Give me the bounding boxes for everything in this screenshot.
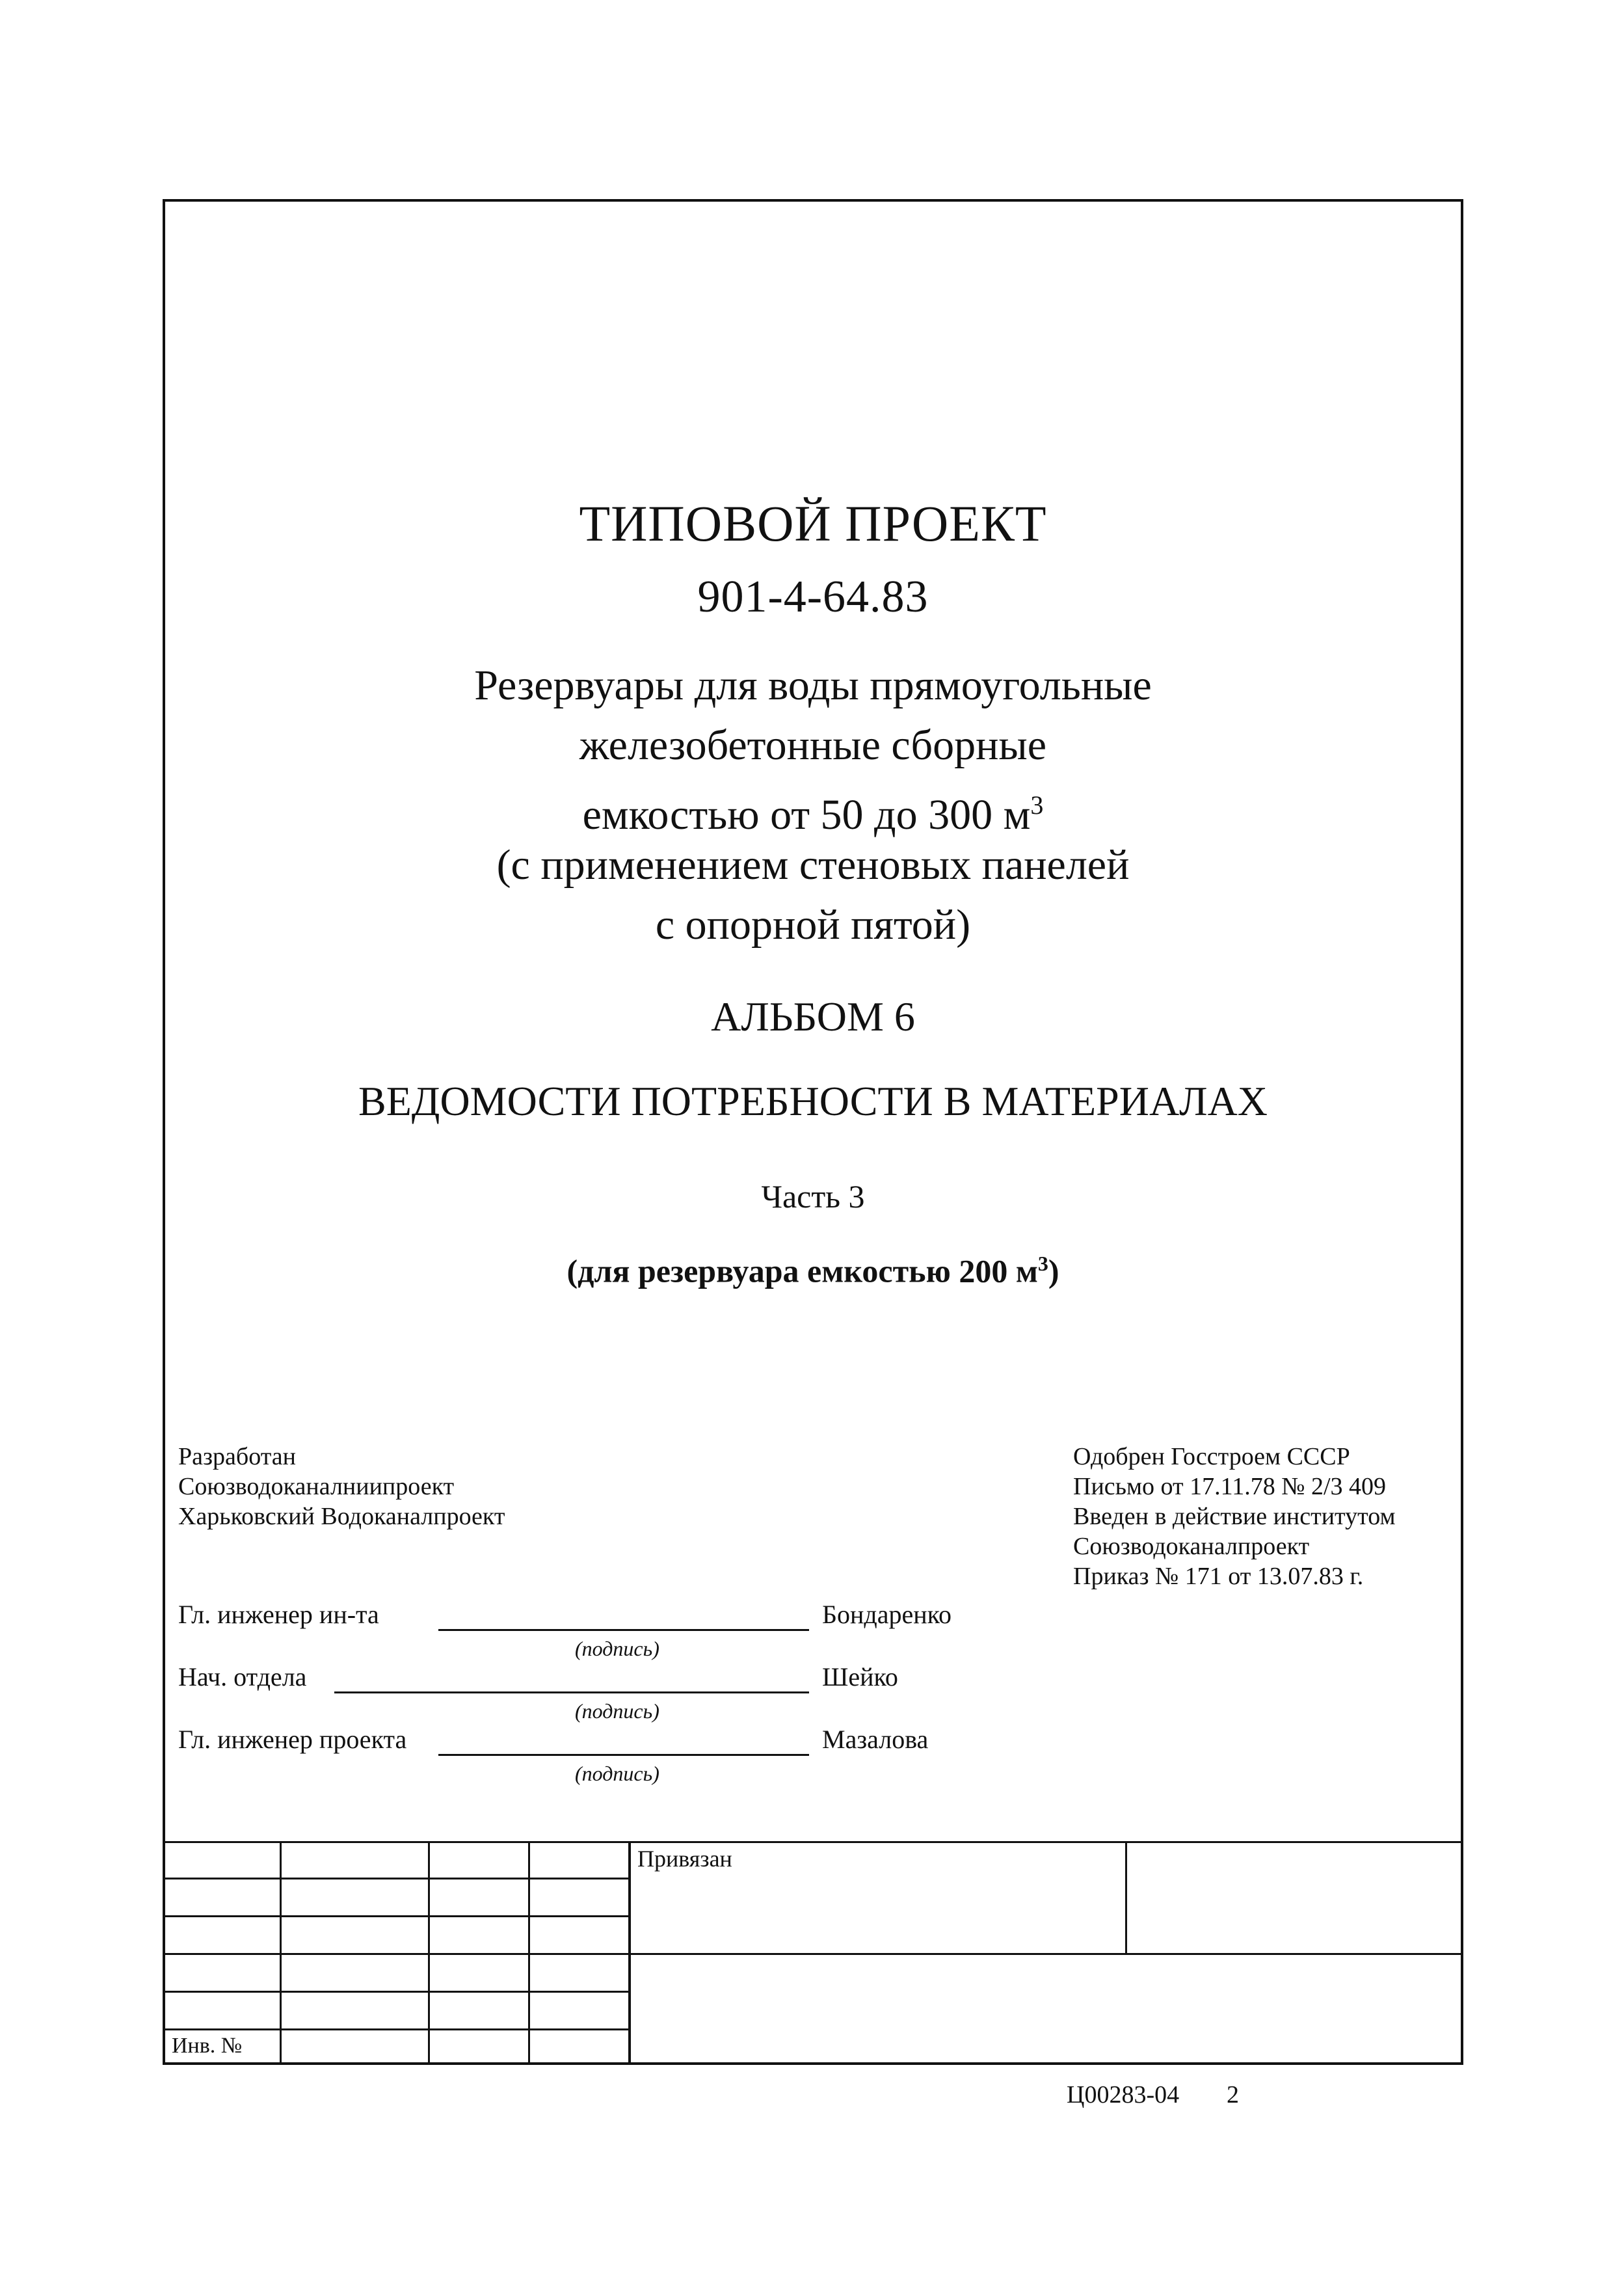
project-code: 901-4-64.83	[697, 572, 929, 622]
signature-role-1: Гл. инженер ин-та	[178, 1600, 379, 1629]
title-sheet-frame	[163, 199, 1463, 2065]
page-number: 2	[1227, 2081, 1239, 2108]
approval-block	[1073, 1442, 1396, 1591]
stamp-top-border	[165, 1841, 1463, 1843]
signature-role-2: Нач. отдела	[178, 1662, 307, 1691]
project-type-title: ТИПОВОЙ ПРОЕКТ	[579, 495, 1047, 552]
approval-line-3: Введен в действие институтом	[1073, 1503, 1396, 1530]
capacity-superscript: 3	[1030, 790, 1044, 820]
stamp-hline-2	[165, 1915, 628, 1917]
part-note	[165, 1252, 1461, 1290]
signature-name-2: Шейко	[822, 1662, 898, 1691]
part-note-superscript: 3	[1037, 1252, 1048, 1275]
stamp-hline-1	[165, 1878, 628, 1879]
project-description-line-2: железобетонные сборные	[579, 721, 1047, 769]
stamp-attached-label: Привязан	[637, 1846, 732, 1872]
signature-name-1: Бондаренко	[822, 1600, 952, 1629]
capacity-text: емкостью от 50 до 300 м	[582, 791, 1031, 839]
stamp-hline-3	[165, 1953, 1463, 1955]
part-note-end: )	[1048, 1252, 1059, 1289]
developer-org-1: Союзводоканалниипроект	[178, 1473, 455, 1500]
stamp-inventory-label: Инв. №	[172, 2034, 243, 2058]
approval-line-2: Письмо от 17.11.78 № 2/3 409	[1073, 1473, 1387, 1500]
developer-org-2: Харьковский Водоканалпроект	[178, 1503, 505, 1530]
album-number: АЛЬБОМ 6	[711, 993, 915, 1040]
project-description-line-5: с опорной пятой)	[655, 901, 971, 949]
signature-caption-2: (подпись)	[575, 1699, 659, 1723]
approval-line-1: Одобрен Госстроем СССР	[1073, 1443, 1350, 1470]
project-description-line-1: Резервуары для воды прямоугольные	[474, 662, 1152, 709]
signature-line-3	[438, 1754, 809, 1756]
project-description-line-4: (с применением стеновых панелей	[496, 841, 1130, 889]
developer-label: Разработан	[178, 1443, 296, 1470]
project-description-line-3	[165, 775, 1461, 845]
approval-line-5: Приказ № 171 от 13.07.83 г.	[1073, 1563, 1364, 1590]
signature-role-3: Гл. инженер проекта	[178, 1725, 407, 1754]
signature-name-3: Мазалова	[822, 1725, 929, 1754]
signature-caption-1: (подпись)	[575, 1637, 659, 1660]
album-title: ВЕДОМОСТИ ПОТРЕБНОСТИ В МАТЕРИАЛАХ	[358, 1078, 1268, 1124]
signature-line-2	[334, 1691, 809, 1693]
part-note-text: (для резервуара емкостью 200 м	[566, 1252, 1038, 1289]
part-number: Часть 3	[761, 1178, 865, 1215]
stamp-hline-4	[165, 1991, 628, 1993]
stamp-vline-5	[1125, 1841, 1127, 1953]
stamp-hline-5	[165, 2028, 628, 2030]
developer-block	[178, 1442, 505, 1531]
signature-caption-3: (подпись)	[575, 1762, 659, 1785]
signature-line-1	[438, 1629, 809, 1631]
document-code: Ц00283-04	[1067, 2081, 1180, 2108]
approval-line-4: Союзводоканалпроект	[1073, 1533, 1310, 1560]
